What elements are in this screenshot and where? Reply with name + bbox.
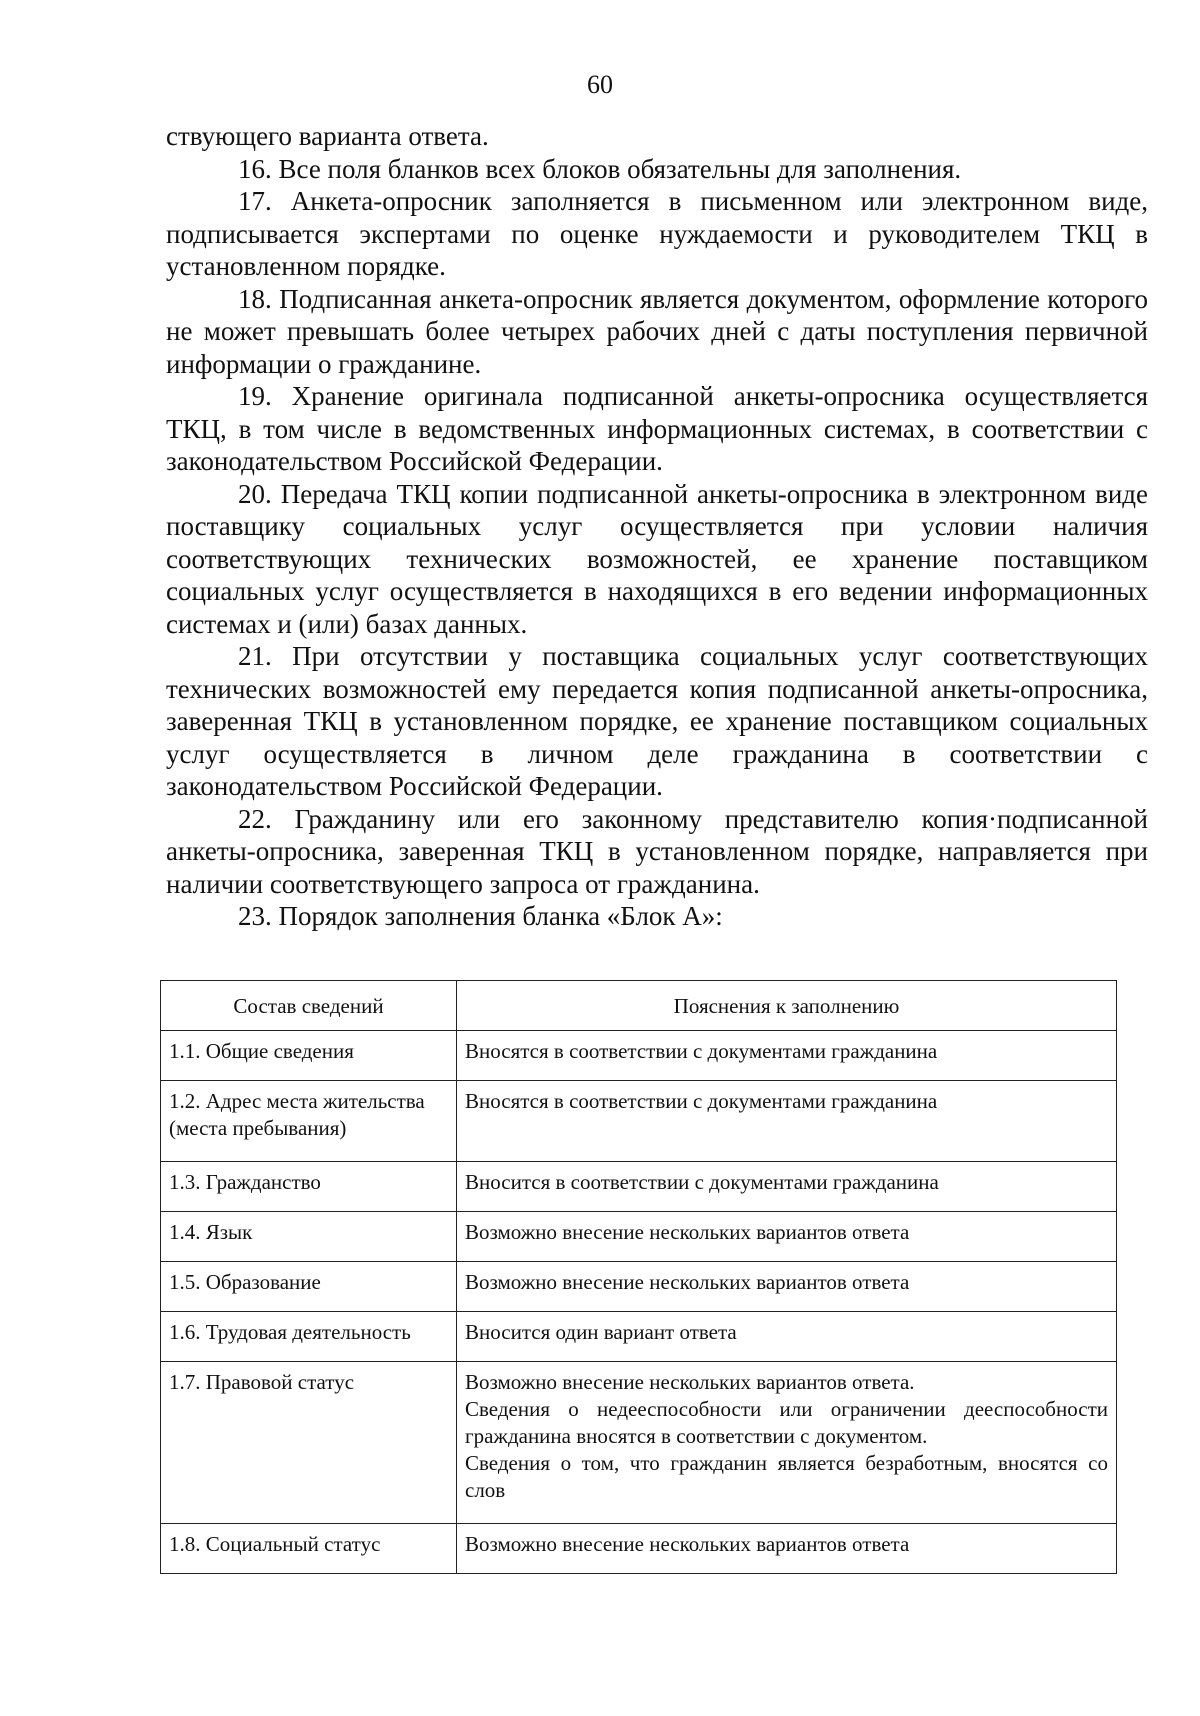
row-item: 1.1. Общие сведения (161, 1031, 457, 1081)
table-row (161, 1212, 1117, 1262)
block-a-table (160, 980, 1117, 1574)
row-explanation: Вносится один вариант ответа (457, 1312, 1117, 1362)
table-row (161, 1524, 1117, 1574)
table-row (161, 1362, 1117, 1524)
row-item: 1.5. Образование (161, 1262, 457, 1312)
column-header-explanation: Пояснения к заполнению (457, 981, 1117, 1031)
body-text (166, 120, 1148, 933)
row-explanation (457, 1362, 1117, 1524)
table-header-row (161, 981, 1117, 1031)
row-item: 1.3. Гражданство (161, 1162, 457, 1212)
row-explanation: Возможно внесение нескольких вариантов ответа (457, 1524, 1117, 1574)
explanation-line: Сведения о том, что гражданин является безработным, вносятся со слов (465, 1451, 1108, 1502)
table-row (161, 1262, 1117, 1312)
row-item: 1.8. Социальный статус (161, 1524, 457, 1574)
table-row (161, 1081, 1117, 1162)
paragraph-21: 21. При отсутствии у поставщика социальных услуг соответствующих технических возможностей ему передается копия подписанной анкеты-опросника, заверенная ТКЦ в установленном порядке, ее хранение поставщиком социальных услуг осуществляется в личном деле гражданина в соответствии с законодательством Российской Федерации. (166, 641, 1148, 801)
paragraph-16: 16. Все поля бланков всех блоков обязательны для заполнения. (238, 153, 962, 184)
table-row (161, 1162, 1117, 1212)
row-item: 1.4. Язык (161, 1212, 457, 1262)
row-item: 1.6. Трудовая деятельность (161, 1312, 457, 1362)
paragraph-17: 17. Анкета-опросник заполняется в письменном или электронном виде, подписывается экспертами по оценке нуждаемости и руководителем ТКЦ в установленном порядке. (166, 186, 1148, 281)
column-header-composition: Состав сведений (161, 981, 457, 1031)
paragraph-22: 22. Гражданину или его законному представителю копия·подписанной анкеты-опросника, заверенная ТКЦ в установленном порядке, направляется при наличии соответствующего запроса от гражданина. (166, 803, 1148, 899)
row-item: 1.2. Адрес места жительства (места пребывания) (161, 1081, 457, 1162)
row-explanation: Вносится в соответствии с документами гражданина (457, 1162, 1117, 1212)
row-item: 1.7. Правовой статус (161, 1362, 457, 1524)
table-row (161, 1312, 1117, 1362)
paragraph-23: 23. Порядок заполнения бланка «Блок А»: (238, 901, 723, 931)
row-explanation: Возможно внесение нескольких вариантов ответа (457, 1212, 1117, 1262)
table-row (161, 1031, 1117, 1081)
paragraph-continuation: ствующего варианта ответа. (166, 121, 489, 151)
explanation-line: Сведения о недееспособности или ограничении дееспособности гражданина вносятся в соответствии с документом. (465, 1397, 1108, 1448)
row-explanation: Вносятся в соответствии с документами гражданина (457, 1081, 1117, 1162)
explanation-line: Возможно внесение нескольких вариантов ответа. (465, 1370, 915, 1394)
page-number: 60 (587, 70, 613, 99)
row-explanation: Возможно внесение нескольких вариантов ответа (457, 1262, 1117, 1312)
row-explanation: Вносятся в соответствии с документами гражданина (457, 1031, 1117, 1081)
paragraph-20: 20. Передача ТКЦ копии подписанной анкеты-опросника в электронном виде поставщику социальных услуг осуществляется при условии наличия соответствующих технических возможностей, ее хранение поставщиком социальных услуг осуществляется в находящихся в его ведении информационных системах и (или) базах данных. (166, 478, 1148, 639)
paragraph-19: 19. Хранение оригинала подписанной анкеты-опросника осуществляется ТКЦ, в том числе в ведомственных информационных системах, в соответствии с законодательством Российской Федерации. (166, 381, 1148, 476)
paragraph-18: 18. Подписанная анкета-опросник является документом, оформление которого не может превышать более четырех рабочих дней с даты поступления первичной информации о гражданине. (166, 283, 1148, 379)
